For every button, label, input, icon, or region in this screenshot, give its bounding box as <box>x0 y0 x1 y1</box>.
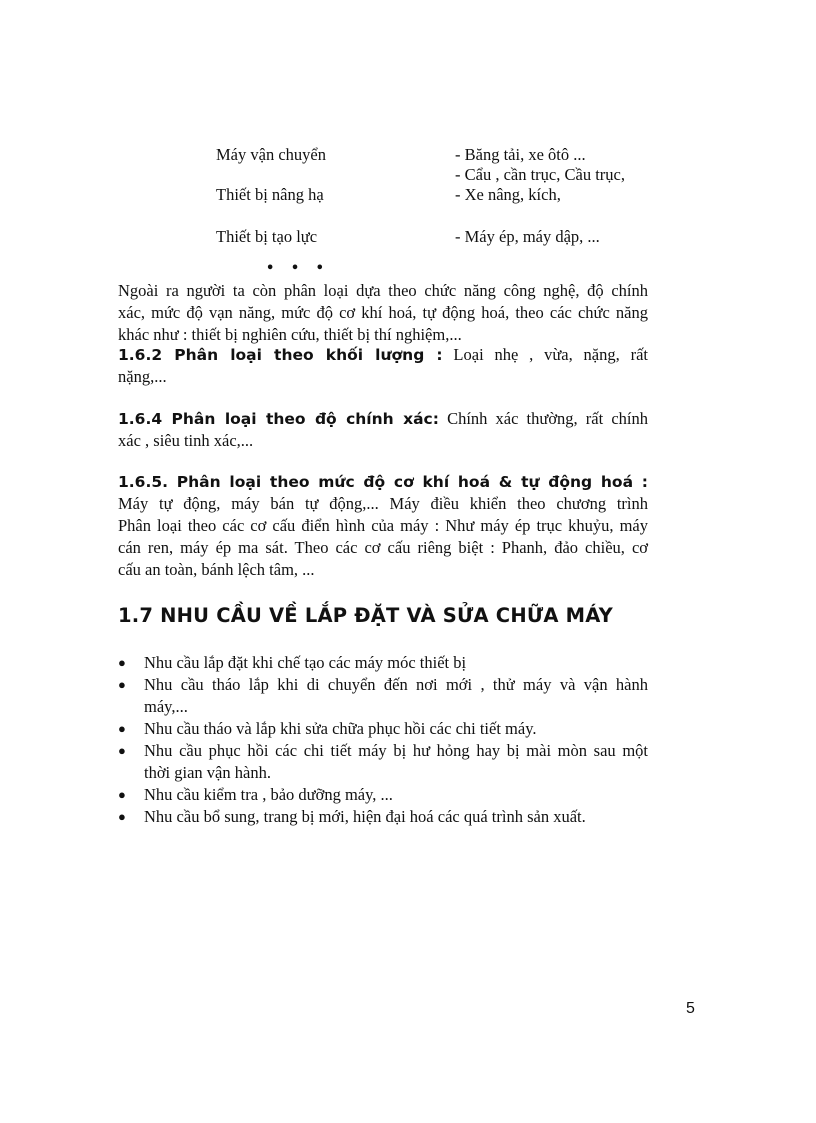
list-item <box>118 784 648 806</box>
list-item-text: Nhu cầu lắp đặt khi chế tạo các máy móc thiết bị <box>144 653 467 672</box>
ellipsis: • • • <box>266 261 330 276</box>
list-item <box>118 806 648 828</box>
table-row-right-1a: - Băng tải, xe ôtô ... <box>455 145 586 164</box>
table-row-right-3: - Máy ép, máy dập, ... <box>455 227 600 246</box>
bullet-icon: ● <box>118 787 126 802</box>
list-item-text: Nhu cầu tháo và lắp khi sửa chữa phục hồi các chi tiết máy. <box>144 719 537 738</box>
table-row-left-3: Thiết bị tạo lực <box>216 227 318 246</box>
list-item <box>118 652 648 674</box>
list-item <box>118 740 648 784</box>
list-item-text: Nhu cầu tháo lắp khi di chuyển đến nơi mới , thử máy và vận hành <box>144 675 648 694</box>
page-number: 5 <box>686 1000 695 1017</box>
intro-line: xác, mức độ vạn năng, mức độ cơ khí hoá, tự động hoá, theo các chức năng <box>118 303 648 322</box>
bullet-icon: ● <box>118 809 126 824</box>
bullet-icon: ● <box>118 677 126 692</box>
list-item-text: Nhu cầu phục hồi các chi tiết máy bị hư hỏng hay bị mài mòn sau một <box>144 741 648 760</box>
section-1-7-heading: 1.7 NHU CẦU VỀ LẮP ĐẶT VÀ SỬA CHỮA MÁY <box>118 604 613 627</box>
section-heading: 1.6.4 Phân loại theo độ chính xác: <box>118 410 439 428</box>
section-1-6-5 <box>118 471 648 581</box>
section-text: cán ren, máy ép ma sát. Theo các cơ cấu riêng biệt : Phanh, đảo chiều, cơ <box>118 538 648 557</box>
list-item-text: thời gian vận hành. <box>144 763 271 782</box>
table-row-left-1: Máy vận chuyển <box>216 145 326 164</box>
section-text: Máy tự động, máy bán tự động,... Máy điều khiển theo chương trình <box>118 494 648 513</box>
section-heading: 1.6.5. Phân loại theo mức độ cơ khí hoá & tự động hoá : <box>118 473 648 491</box>
section-text: nặng,... <box>118 367 167 386</box>
section-heading: 1.6.2 Phân loại theo khối lượng : <box>118 346 443 364</box>
section-1-6-2 <box>118 344 648 388</box>
bullet-icon: ● <box>118 721 126 736</box>
intro-paragraph <box>118 280 648 346</box>
section-1-6-4 <box>118 408 648 452</box>
section-text: cấu an toàn, bánh lệch tâm, ... <box>118 560 315 579</box>
section-text: xác , siêu tinh xác,... <box>118 431 254 450</box>
section-text: Chính xác thường, rất chính <box>438 409 648 428</box>
list-item-text: máy,... <box>144 697 188 716</box>
section-text: Phân loại theo các cơ cấu điển hình của máy : Như máy ép trục khuỷu, máy <box>118 516 648 535</box>
bullet-icon: ● <box>118 743 126 758</box>
section-text: Loại nhẹ , vừa, nặng, rất <box>442 345 648 364</box>
intro-line: Ngoài ra người ta còn phân loại dựa theo chức năng công nghệ, độ chính <box>118 281 648 300</box>
table-row-left-2: Thiết bị nâng hạ <box>216 185 324 204</box>
table-row-right-2: - Xe nâng, kích, <box>455 185 561 204</box>
table-row-right-1b: - Cẩu , cần trục, Cầu trục, <box>455 165 625 184</box>
needs-list <box>118 652 648 828</box>
list-item <box>118 674 648 718</box>
bullet-icon: ● <box>118 655 126 670</box>
list-item-text: Nhu cầu bổ sung, trang bị mới, hiện đại hoá các quá trình sản xuất. <box>144 807 586 826</box>
intro-line: khác như : thiết bị nghiên cứu, thiết bị thí nghiệm,... <box>118 325 462 344</box>
list-item-text: Nhu cầu kiểm tra , bảo dưỡng máy, ... <box>144 785 393 804</box>
list-item <box>118 718 648 740</box>
